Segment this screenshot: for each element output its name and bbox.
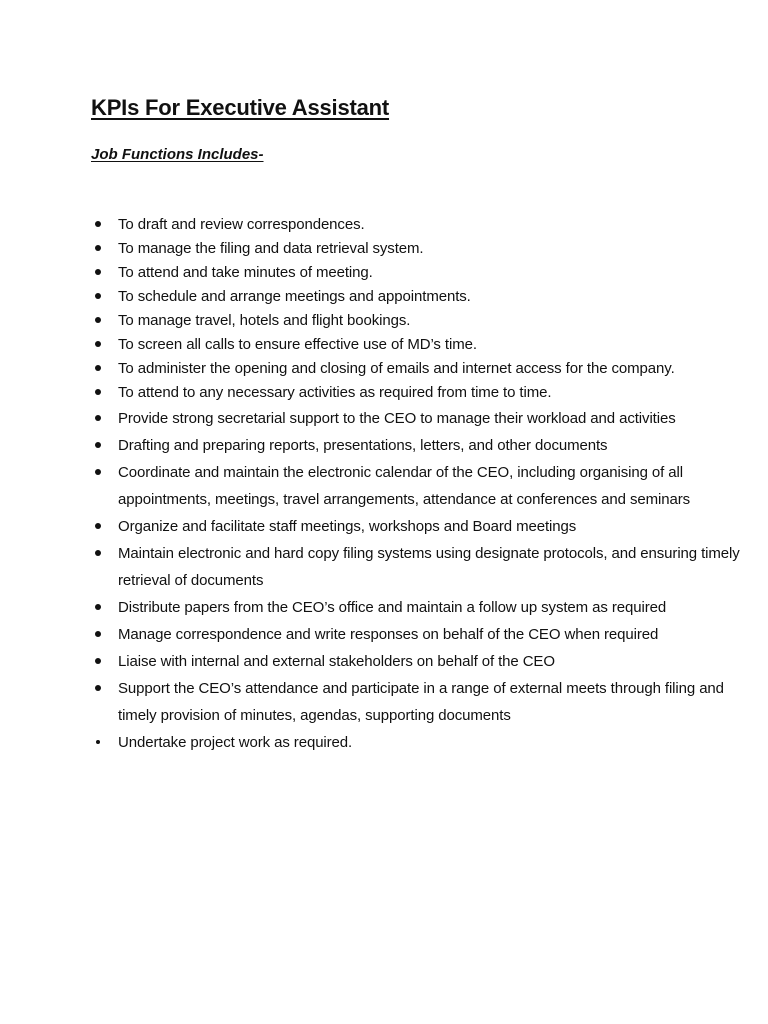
list-item <box>91 513 741 540</box>
bullet-icon <box>91 675 118 691</box>
bullet-icon <box>91 621 118 637</box>
list-item <box>91 540 741 594</box>
list-item-text: To manage the filing and data retrieval system. <box>118 240 424 257</box>
list-item <box>91 594 741 621</box>
bullet-icon <box>91 285 118 299</box>
list-item-text: To attend and take minutes of meeting. <box>118 264 373 281</box>
list-item-text: Organize and facilitate staff meetings, workshops and Board meetings <box>118 518 577 535</box>
list-item <box>91 357 741 380</box>
list-item <box>91 459 741 513</box>
bullet-icon <box>91 405 118 421</box>
list-item-text: To screen all calls to ensure effective use of MD’s time. <box>118 336 477 353</box>
job-functions-list <box>91 213 741 756</box>
list-item <box>91 381 741 404</box>
bullet-icon <box>91 540 118 556</box>
bullet-icon <box>91 459 118 475</box>
list-item-text: To administer the opening and closing of emails and internet access for the company. <box>118 360 675 377</box>
list-item-text: Undertake project work as required. <box>118 734 353 751</box>
list-item <box>91 675 741 729</box>
list-item-text: Support the CEO’s attendance and participate in a range of external meets through filing and timely provision of minutes, agendas, supporting documents <box>118 680 724 724</box>
list-item <box>91 261 741 284</box>
section-heading: Job Functions Includes- <box>91 146 264 163</box>
list-item <box>91 309 741 332</box>
list-item-text: Distribute papers from the CEO’s office and maintain a follow up system as required <box>118 599 667 616</box>
list-item <box>91 237 741 260</box>
list-item <box>91 405 741 432</box>
bullet-icon <box>91 432 118 448</box>
list-item <box>91 333 741 356</box>
list-item-text: Provide strong secretarial support to the CEO to manage their workload and activities <box>118 410 676 427</box>
list-item-text: To attend to any necessary activities as required from time to time. <box>118 384 552 401</box>
list-item-text: To draft and review correspondences. <box>118 216 365 233</box>
list-item-text: Drafting and preparing reports, presentations, letters, and other documents <box>118 437 608 454</box>
bullet-icon <box>91 381 118 395</box>
bullet-icon <box>91 513 118 529</box>
list-item-text: Maintain electronic and hard copy filing systems using designate protocols, and ensuring timely retrieval of documents <box>118 545 740 589</box>
bullet-icon <box>91 729 118 744</box>
bullet-icon <box>91 261 118 275</box>
bullet-icon <box>91 648 118 664</box>
bullet-icon <box>91 213 118 227</box>
list-item-text: Liaise with internal and external stakeholders on behalf of the CEO <box>118 653 555 670</box>
list-item <box>91 285 741 308</box>
list-item <box>91 432 741 459</box>
document-title: KPIs For Executive Assistant <box>91 95 390 120</box>
list-item-text: To schedule and arrange meetings and appointments. <box>118 288 471 305</box>
list-item <box>91 213 741 236</box>
bullet-icon <box>91 594 118 610</box>
list-item <box>91 729 741 756</box>
list-item-text: Manage correspondence and write responses on behalf of the CEO when required <box>118 626 659 643</box>
bullet-icon <box>91 357 118 371</box>
bullet-icon <box>91 309 118 323</box>
list-item <box>91 621 741 648</box>
bullet-icon <box>91 237 118 251</box>
list-item-text: To manage travel, hotels and flight bookings. <box>118 312 411 329</box>
list-item <box>91 648 741 675</box>
bullet-icon <box>91 333 118 347</box>
list-item-text: Coordinate and maintain the electronic calendar of the CEO, including organising of all appointments, meetings, travel arrangements, attendance at conferences and seminars <box>118 464 691 508</box>
